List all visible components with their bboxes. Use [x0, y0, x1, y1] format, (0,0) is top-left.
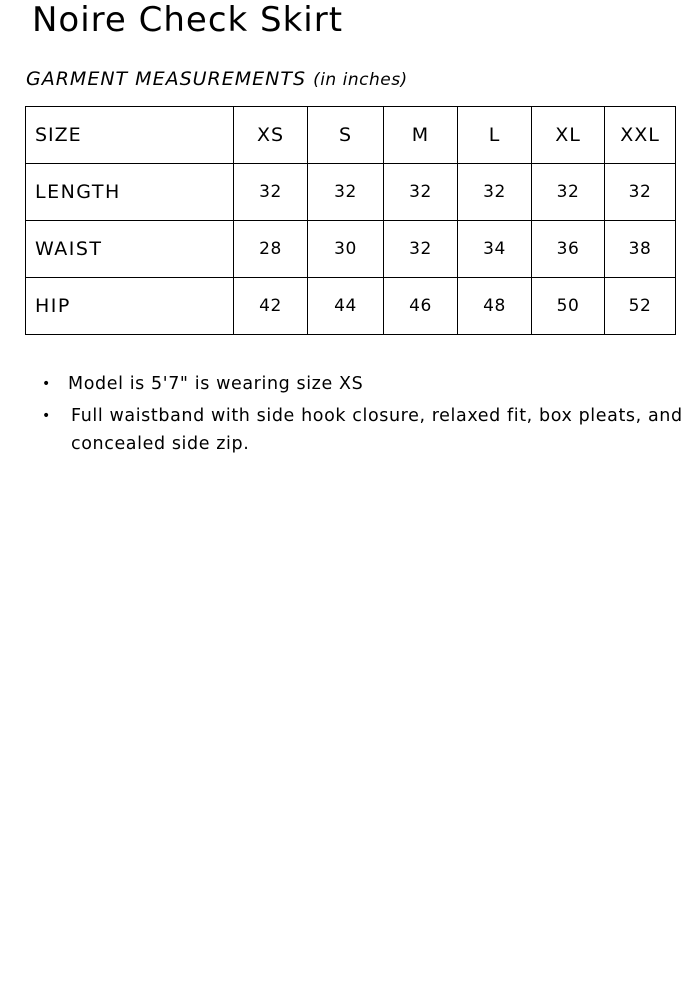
table-cell: 32: [384, 164, 458, 221]
size-header-cell: XL: [532, 107, 605, 164]
table-cell: 32: [234, 164, 308, 221]
table-cell: 44: [308, 278, 384, 335]
measurements-unit-note: (in inches): [313, 70, 408, 90]
measurements-heading: [26, 66, 408, 93]
table-cell: 42: [234, 278, 308, 335]
row-label: LENGTH: [26, 164, 234, 221]
table-cell: 30: [308, 221, 384, 278]
table-cell: 46: [384, 278, 458, 335]
table-cell: 50: [532, 278, 605, 335]
table-cell: 28: [234, 221, 308, 278]
list-item: [40, 402, 690, 458]
size-header-row: [26, 107, 676, 164]
size-header-cell: L: [458, 107, 532, 164]
table-cell: 32: [605, 164, 676, 221]
table-cell: 32: [532, 164, 605, 221]
size-header-cell: XXL: [605, 107, 676, 164]
bullet-icon: •: [42, 376, 51, 392]
list-item: [40, 370, 690, 398]
size-header-cell: XS: [234, 107, 308, 164]
size-chart-table: [25, 106, 676, 335]
table-cell: 48: [458, 278, 532, 335]
size-header-cell: S: [308, 107, 384, 164]
bullet-icon: •: [42, 408, 51, 424]
size-header-cell: M: [384, 107, 458, 164]
table-cell: 38: [605, 221, 676, 278]
note-text: Full waistband with side hook closure, relaxed fit, box pleats, and concealed side zip.: [71, 406, 683, 454]
note-text: Model is 5'7" is wearing size XS: [68, 374, 364, 394]
table-row-waist: [26, 221, 676, 278]
row-label: HIP: [26, 278, 234, 335]
product-title: Noire Check Skirt: [32, 0, 344, 40]
table-row-hip: [26, 278, 676, 335]
row-label: WAIST: [26, 221, 234, 278]
measurements-heading-text: GARMENT MEASUREMENTS: [26, 68, 307, 90]
table-cell: 32: [458, 164, 532, 221]
size-header-label: SIZE: [26, 107, 234, 164]
table-cell: 36: [532, 221, 605, 278]
table-cell: 34: [458, 221, 532, 278]
table-cell: 32: [308, 164, 384, 221]
table-cell: 52: [605, 278, 676, 335]
table-cell: 32: [384, 221, 458, 278]
table-row-length: [26, 164, 676, 221]
product-notes-list: [40, 370, 690, 462]
